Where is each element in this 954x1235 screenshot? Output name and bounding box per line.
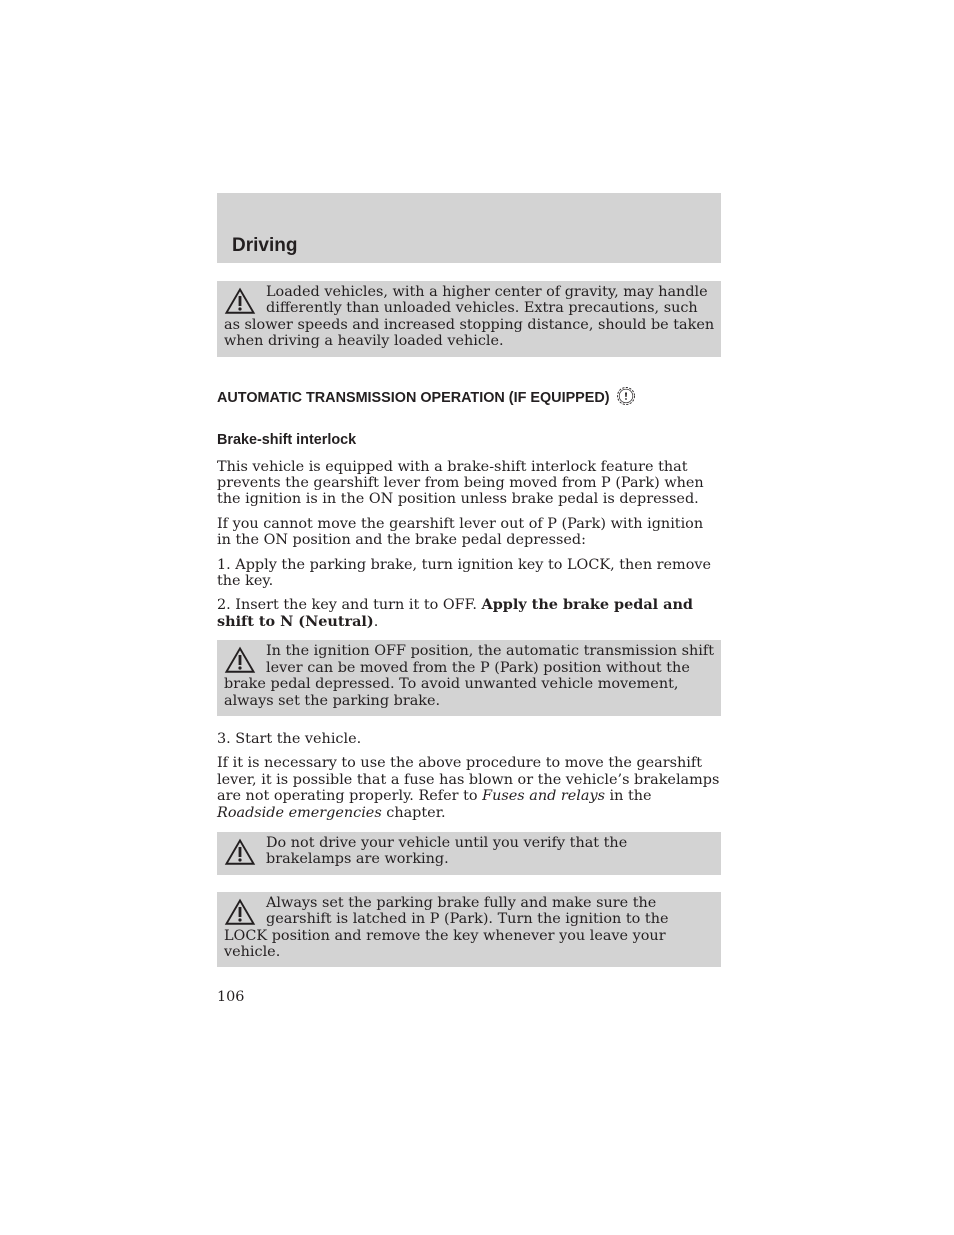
manual-page — [217, 193, 721, 1005]
warning-icon — [224, 838, 256, 866]
warning-text: In the ignition OFF position, the automatic transmission shift lever can be moved from the P (Park) position without the brake pedal depressed. To avoid unwanted vehicle movement, always set the parking brake. — [224, 643, 714, 709]
step-2-bold-text: Apply the brake pedal and shift to N (Neutral) — [217, 596, 693, 630]
section-title — [217, 385, 721, 412]
paragraph-text: If it is necessary to use the above procedure to move the gearshift lever, it is possible that a fuse has blown or the vehicle’s brakelamps are not operating properly. Refer to — [217, 755, 720, 805]
warning-icon — [224, 287, 256, 315]
reference-fuses-and-relays: Fuses and relays — [482, 788, 605, 805]
step-2-end: . — [373, 613, 379, 630]
chapter-title: Driving — [232, 235, 298, 256]
step-3: 3. Start the vehicle. — [217, 730, 362, 747]
step-1: 1. Apply the parking brake, turn ignition key to LOCK, then remove the key. — [217, 556, 712, 590]
body-paragraph: If you cannot move the gearshift lever out of P (Park) with ignition in the ON position and the brake pedal depressed: — [217, 515, 704, 549]
warning-text: Loaded vehicles, with a higher center of gravity, may handle differently than unloaded vehicles. Extra precautions, such as slower speeds and increased stopping distance, should be taken when driving a heavily loaded vehicle. — [224, 284, 715, 350]
body-paragraph: This vehicle is equipped with a brake-shift interlock feature that prevents the gearshift lever from being moved from P (Park) when the ignition is in the ON position unless brake pedal is depressed. — [217, 458, 704, 508]
chapter-header — [217, 193, 721, 263]
section-title-text: AUTOMATIC TRANSMISSION OPERATION (IF EQUIPPED) — [217, 389, 610, 406]
warning-icon — [224, 898, 256, 926]
warning-box — [217, 892, 721, 968]
warning-text: Do not drive your vehicle until you verify that the brakelamps are working. — [266, 834, 628, 868]
warning-box — [217, 832, 721, 875]
warning-text: Always set the parking brake fully and make sure the gearshift is latched in P (Park). Turn the ignition to the LOCK position and remove the key whenever you leave your vehicle. — [224, 894, 669, 960]
step-2-text: 2. Insert the key and turn it to OFF. — [217, 597, 482, 614]
body-paragraph — [217, 755, 721, 821]
subsection-title: Brake-shift interlock — [217, 431, 357, 448]
paragraph-text: chapter. — [381, 804, 446, 821]
warning-box — [217, 640, 721, 716]
transmission-gear-icon — [615, 385, 637, 412]
warning-icon — [224, 646, 256, 674]
warning-box — [217, 281, 721, 357]
page-number: 106 — [217, 989, 245, 1006]
paragraph-text: in the — [604, 788, 652, 805]
reference-roadside-emergencies: Roadside emergencies — [217, 804, 382, 821]
step-2 — [217, 597, 721, 630]
